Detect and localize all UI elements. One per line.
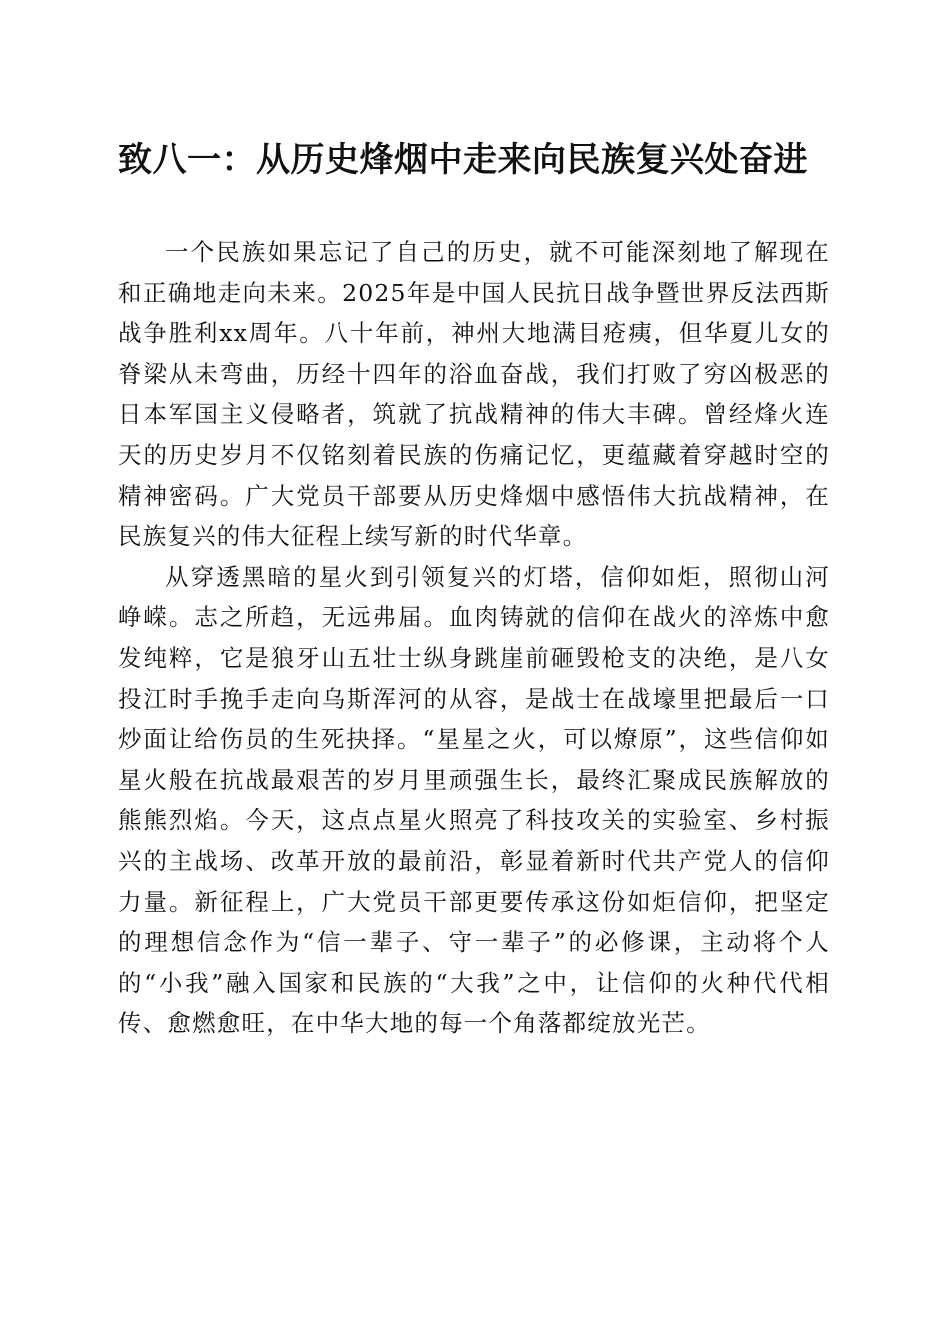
- document-body: [118, 232, 830, 1044]
- paragraph-1: 一个民族如果忘记了自己的历史，就不可能深刻地了解现在和正确地走向未来。2025年是中国人民抗日战争暨世界反法西斯战争胜利xx周年。八十年前，神州大地满目疮痍，但华夏儿女的脊梁从未弯曲，历经十四年的浴血奋战，我们打败了穷凶极恶的日本军国主义侵略者，筑就了抗战精神的伟大丰碑。曾经烽火连天的历史岁月不仅铭刻着民族的伤痛记忆，更蕴藏着穿越时空的精神密码。广大党员干部要从历史烽烟中感悟伟大抗战精神，在民族复兴的伟大征程上续写新的时代华章。: [118, 238, 830, 551]
- document-title: 致八一：从历史烽烟中走来向民族复兴处奋进: [118, 140, 808, 180]
- paragraph-2: 从穿透黑暗的星火到引领复兴的灯塔，信仰如炬，照彻山河峥嵘。志之所趋，无远弗届。血肉铸就的信仰在战火的淬炼中愈发纯粹，它是狼牙山五壮士纵身跳崖前砸毁枪支的决绝，是八女投江时手挽手走向乌斯浑河的从容，是战士在战壕里把最后一口炒面让给伤员的生死抉择。“星星之火，可以燎原”，这些信仰如星火般在抗战最艰苦的岁月里顽强生长，最终汇聚成民族解放的熊熊烈焰。今天，这点点星火照亮了科技攻关的实验室、乡村振兴的主战场、改革开放的最前沿，彰显着新时代共产党人的信仰力量。新征程上，广大党员干部更要传承这份如炬信仰，把坚定的理想信念作为“信一辈子、守一辈子”的必修课，主动将个人的“小我”融入国家和民族的“大我”之中，让信仰的火种代代相传、愈燃愈旺，在中华大地的每一个角落都绽放光芒。: [118, 562, 830, 1038]
